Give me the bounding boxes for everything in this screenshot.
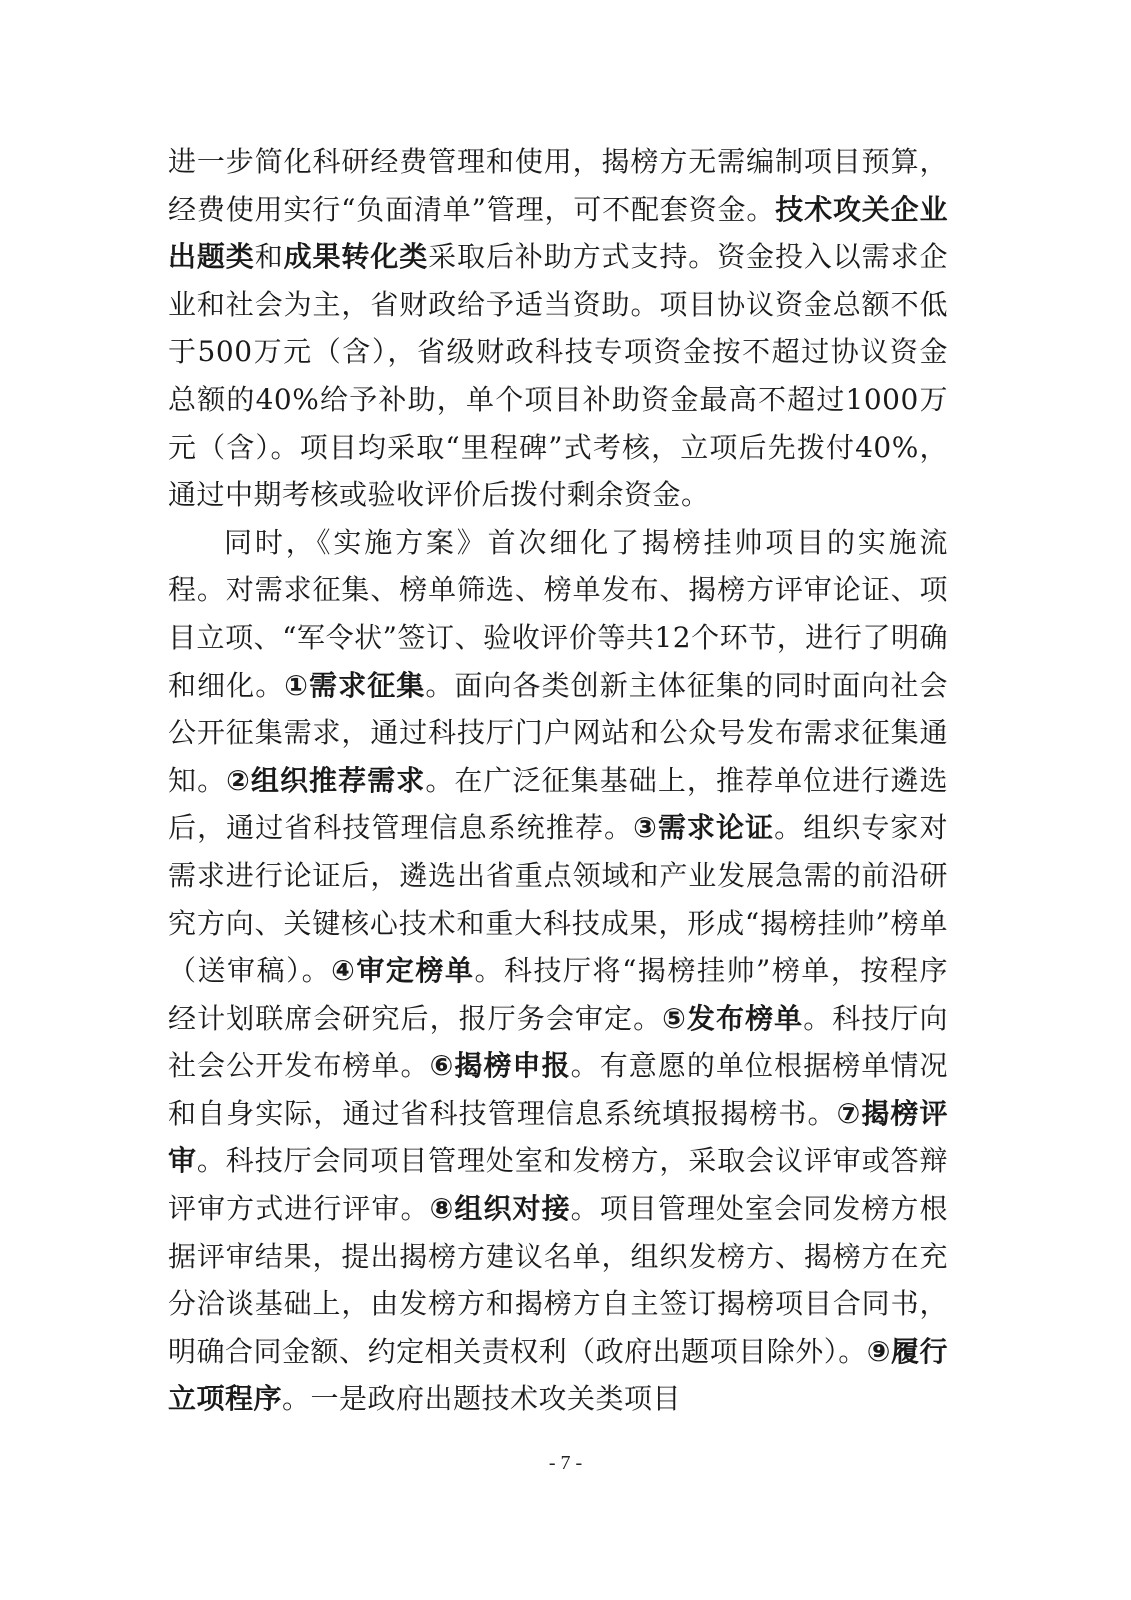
text-run: 进一步简化科研经费管理和使用，揭榜方无需编制项目预算，经费使用实行“负面清单”管理，可不配套资金。 [168,145,948,226]
bold-heading-run: ⑧组织对接 [429,1192,571,1226]
text-run: 和 [254,240,284,274]
paragraph [168,519,948,1423]
document-body [168,138,948,1423]
text-run: 同时，《实施方案》首次细化了揭榜挂帅项目的实施流程。对需求征集、榜单筛选、榜单发布、揭榜方评审论证、项目立项、“军令状”签订、验收评价等共12个环节，进行了明确和细化。 [168,525,948,702]
bold-heading-run: ①需求征集 [284,668,426,702]
bold-heading-run: ⑦揭榜评审 [168,1096,948,1178]
text-run: 。科技厅会同项目管理处室和发榜方，采取会议评审或答辩评审方式进行评审。 [168,1144,948,1226]
bold-heading-run: ②组织推荐需求 [226,763,426,797]
text-run: 。科技厅向社会公开发布榜单。 [168,1001,948,1083]
paragraph [168,138,948,519]
text-run: 。一是政府出题技术攻关类项目 [282,1382,682,1416]
text-run: 。面向各类创新主体征集的同时面向社会公开征集需求，通过科技厅门户网站和公众号发布需求征集通知。 [168,668,948,797]
bold-heading-run: ⑨履行立项程序 [168,1334,948,1416]
text-run: 。组织专家对需求进行论证后，遴选出省重点领域和产业发展急需的前沿研究方向、关键核心技术和重大科技成果，形成“揭榜挂帅”榜单（送审稿）。 [168,811,948,988]
bold-heading-run: ④审定榜单 [331,954,475,988]
text-run: 。项目管理处室会同发榜方根据评审结果，提出揭榜方建议名单，组织发榜方、揭榜方在充分洽谈基础上，由发榜方和揭榜方自主签订揭榜项目合同书，明确合同金额、约定相关责权利（政府出题项目除外）。 [168,1192,948,1368]
text-run: 。在广泛征集基础上，推荐单位进行遴选后，通过省科技管理信息系统推荐。 [168,763,948,845]
bold-heading-run: ⑥揭榜申报 [429,1049,571,1083]
text-run: 采取后补助方式支持。资金投入以需求企业和社会为主，省财政给予适当资助。项目协议资金总额不低于500万元（含），省级财政科技专项资金按不超过协议资金总额的40%给予补助，单个项目补助资金最高不超过1000万元（含）。项目均采取“里程碑”式考核，立项后先拨付40%，通过中期考核或验收评价后拨付剩余资金。 [168,240,948,512]
text-run: 。有意愿的单位根据榜单情况和自身实际，通过省科技管理信息系统填报揭榜书。 [168,1049,948,1130]
bold-heading-run: 成果转化类 [283,240,429,274]
bold-heading-run: ③需求论证 [633,811,775,845]
page-number: - 7 - [548,1452,583,1474]
bold-heading-run: ⑤发布榜单 [662,1001,804,1035]
text-run: 。科技厅将“揭榜挂帅”榜单，按程序经计划联席会研究后，报厅务会审定。 [168,954,948,1035]
bold-heading-run: 技术攻关企业出题类 [168,192,948,274]
